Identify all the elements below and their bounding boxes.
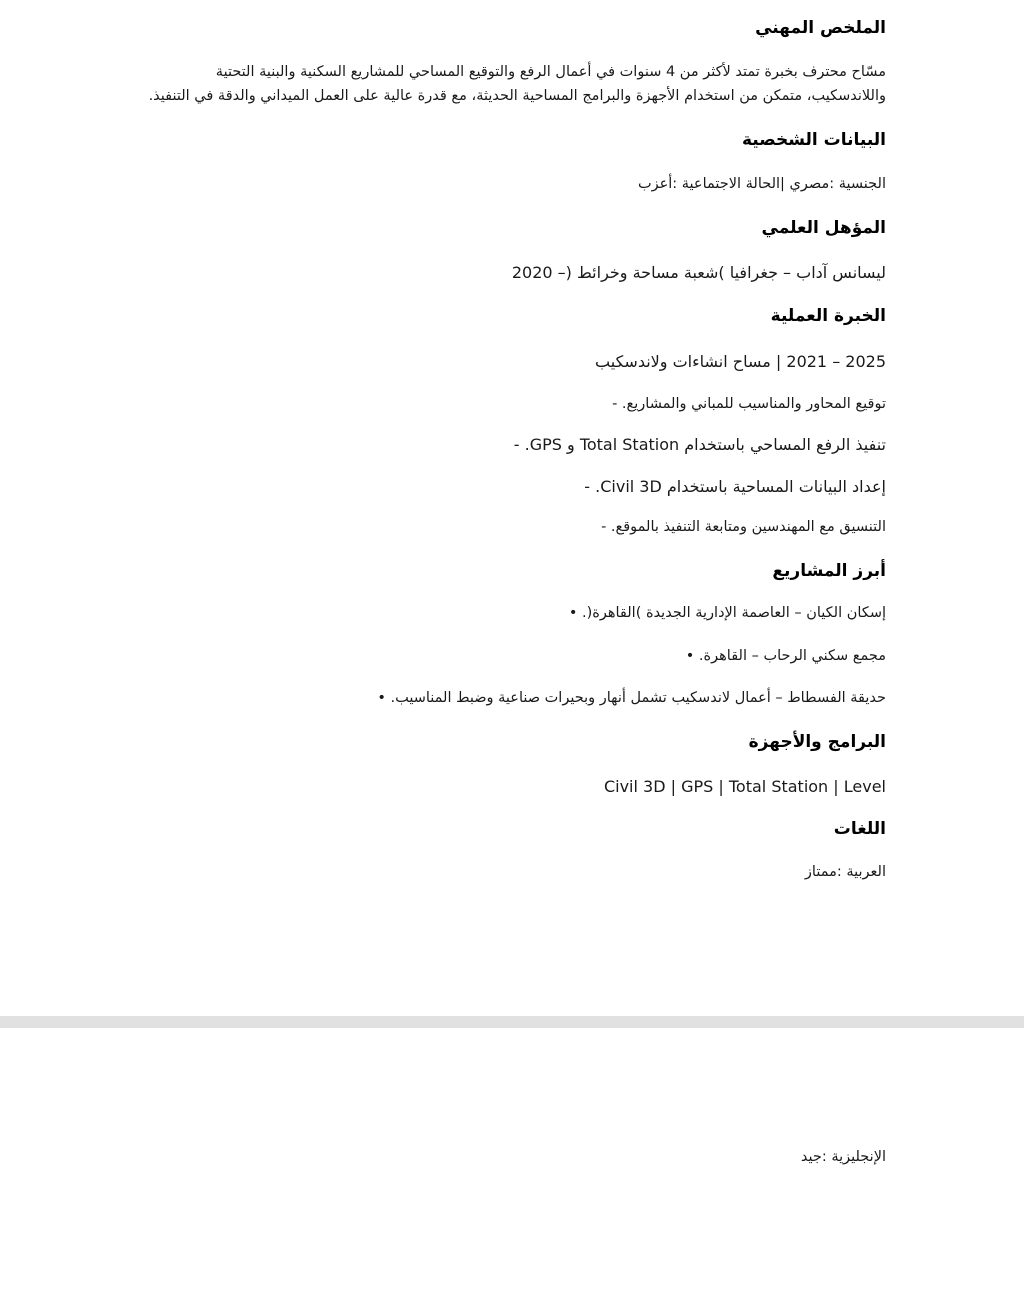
experience-task: إعداد البيانات المساحية باستخدام Civil 3D. -	[584, 477, 886, 496]
document-page-2	[0, 1028, 1024, 1297]
project-item: حديقة الفسطاط – أعمال لاندسكيب تشمل أنهار وبحيرات صناعية وضبط المناسيب. •	[377, 690, 886, 706]
summary-line-2: واللاندسكيب، متمكن من استخدام الأجهزة والبرامج المساحية الحديثة، مع قدرة عالية على العمل الميداني والدقة في التنفيذ.	[148, 88, 886, 104]
personal-details: الجنسية :مصري |الحالة الاجتماعية :أعزب	[637, 176, 886, 192]
page-separator	[0, 1016, 1024, 1028]
summary-heading: الملخص المهني	[755, 18, 886, 38]
experience-heading: الخبرة العملية	[770, 306, 886, 326]
software-list: Civil 3D | GPS | Total Station | Level	[603, 777, 886, 796]
experience-task: تنفيذ الرفع المساحي باستخدام Total Station و GPS. -	[513, 435, 886, 454]
education-details: ليسانس آداب – جغرافيا )شعبة مساحة وخرائط (– 2020	[511, 263, 886, 282]
experience-task: التنسيق مع المهندسين ومتابعة التنفيذ بالموقع. -	[601, 519, 886, 535]
language-arabic: العربية :ممتاز	[804, 864, 886, 880]
software-heading: البرامج والأجهزة	[748, 732, 886, 752]
languages-heading: اللغات	[833, 819, 886, 839]
project-item: إسكان الكيان – العاصمة الإدارية الجديدة )القاهرة(. •	[568, 605, 886, 621]
personal-heading: البيانات الشخصية	[741, 130, 886, 150]
projects-heading: أبرز المشاريع	[772, 561, 886, 581]
project-item: مجمع سكني الرحاب – القاهرة. •	[685, 648, 886, 664]
language-english: الإنجليزية :جيد	[800, 1149, 886, 1165]
education-heading: المؤهل العلمي	[761, 218, 886, 238]
experience-period: 2025 – 2021 | مساح انشاءات ولاندسكيب	[595, 352, 886, 371]
summary-line-1: مسّاح محترف بخبرة تمتد لأكثر من 4 سنوات في أعمال الرفع والتوقيع المساحي للمشاريع السكنية والبنية التحتية	[215, 64, 886, 80]
experience-task: توقيع المحاور والمناسيب للمباني والمشاريع. -	[612, 396, 886, 412]
